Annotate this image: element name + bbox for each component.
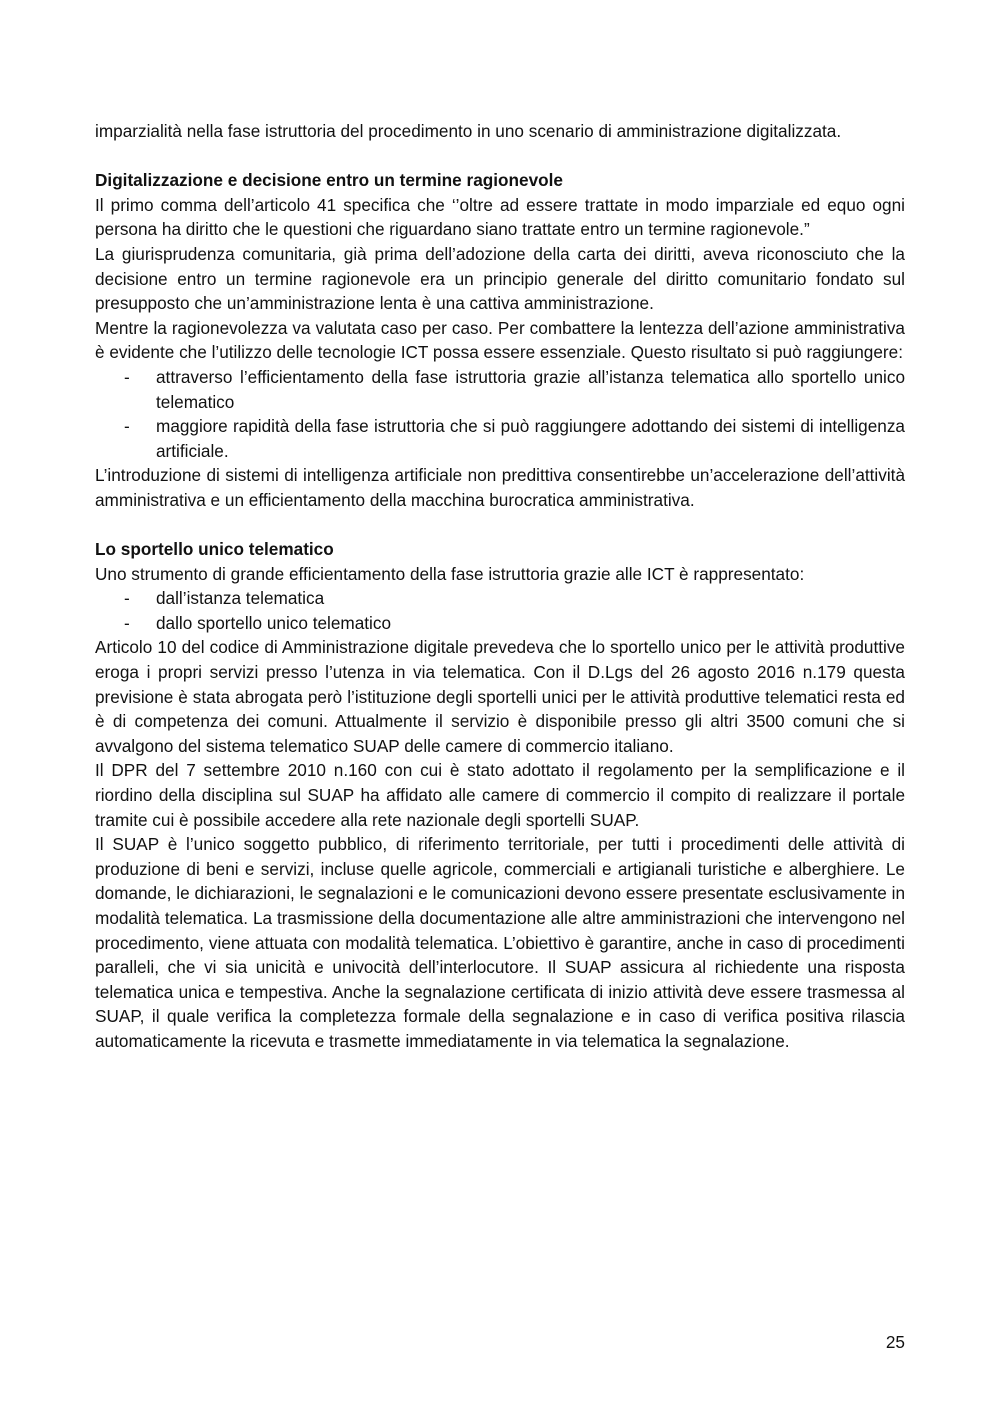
section2-paragraph-1: Uno strumento di grande efficientamento della fase istruttoria grazie alle ICT è rappresentato:: [95, 563, 805, 584]
section1-paragraph-3: Mentre la ragionevolezza va valutata caso per caso. Per combattere la lentezza dell’azione amministrativa è evidente che l’utilizzo delle tecnologie ICT possa essere essenziale. Questo risultato si può raggiungere:: [95, 317, 905, 363]
section2-list: [95, 586, 905, 635]
page-content: [95, 119, 905, 1054]
list-item: [95, 414, 905, 463]
list-item: [95, 365, 905, 414]
section2-paragraph-3: Il DPR del 7 settembre 2010 n.160 con cui è stato adottato il regolamento per la semplificazione e il riordino della disciplina sul SUAP ha affidato alle camere di commercio il compito di realizzare il portale tramite cui è possibile accedere alla rete nazionale degli sportelli SUAP.: [95, 760, 905, 830]
intro-paragraph: imparzialità nella fase istruttoria del procedimento in uno scenario di amministrazione digitalizzata.: [95, 121, 842, 141]
list-item-text: dall’istanza telematica: [156, 588, 325, 609]
list-item: [95, 586, 905, 611]
page-number: 25: [885, 1332, 905, 1352]
section1-paragraph-2: La giurisprudenza comunitaria, già prima dell’adozione della carta dei diritti, aveva riconosciuto che la decisione entro un termine ragionevole era un principio generale del diritto comunitario fondato sul presupposto che un’amministrazione lenta è una cattiva amministrazione.: [95, 243, 905, 314]
list-item-text: maggiore rapidità della fase istruttoria che si può raggiungere adottando dei sistemi di intelligenza artificiale.: [156, 416, 905, 461]
paragraph-spacer: [95, 144, 905, 169]
section1-list: [95, 365, 905, 463]
list-dash: -: [124, 612, 130, 633]
list-dash: -: [124, 416, 130, 437]
list-item: [95, 611, 905, 636]
section-heading-sportello: Lo sportello unico telematico: [95, 539, 334, 560]
section2-paragraph-2: Articolo 10 del codice di Amministrazione digitale prevedeva che lo sportello unico per le attività produttive eroga i propri servizi presso l’utenza in via telematica. Con il D.Lgs del 26 agosto 2016 n.179 questa previsione è stata abrogata però l’istituzione degli sportelli unici per le attività produttive telematici resta ed è di competenza dei comuni. Attualmente il servizio è disponibile presso gli altri 3500 comuni che si avvalgono del sistema telematico SUAP delle camere di commercio italiano.: [95, 637, 905, 756]
section1-paragraph-4: L’introduzione di sistemi di intelligenza artificiale non predittiva consentirebbe un’accelerazione dell’attività amministrativa e un efficientamento della macchina burocratica amministrativa.: [95, 465, 905, 510]
list-dash: -: [124, 366, 130, 387]
section2-paragraph-4: Il SUAP è l’unico soggetto pubblico, di riferimento territoriale, per tutti i procedimenti delle attività di produzione di beni e servizi, incluse quelle agricole, commerciali e artigianali turistiche e alberghiere. Le domande, le dichiarazioni, le segnalazioni e le comunicazioni devono essere presentate esclusivamente in modalità telematica. La trasmissione della documentazione alle altre amministrazioni che intervengono nel procedimento, viene attuata con modalità telematica. L’obiettivo è garantire, anche in caso di procedimenti paralleli, che vi sia unicità e univocità dell’interlocutore. Il SUAP assicura al richiedente una risposta telematica unica e tempestiva. Anche la segnalazione certificata di inizio attività deve essere trasmessa al SUAP, il quale verifica la completezza formale della segnalazione e in caso di verifica positiva rilascia automaticamente la ricevuta e trasmette immediatamente in via telematica la segnalazione.: [95, 834, 905, 1051]
section-heading-digitalizzazione: Digitalizzazione e decisione entro un termine ragionevole: [95, 170, 563, 191]
section1-paragraph-1: Il primo comma dell’articolo 41 specifica che ‘’oltre ad essere trattate in modo imparziale ed equo ogni persona ha diritto che le questioni che riguardano siano trattate entro un termine ragionevole.”: [95, 194, 905, 240]
paragraph-spacer: [95, 513, 905, 538]
list-item-text: attraverso l’efficientamento della fase istruttoria grazie all’istanza telematica allo sportello unico telematico: [156, 366, 905, 412]
list-item-text: dallo sportello unico telematico: [156, 612, 392, 633]
list-dash: -: [124, 588, 130, 609]
